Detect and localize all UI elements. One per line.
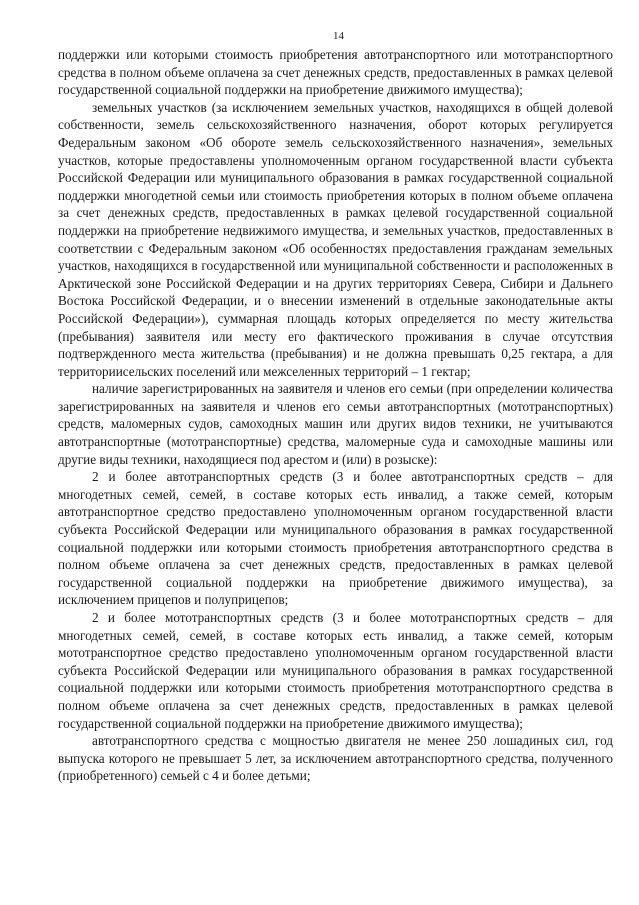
paragraph-engine-power: автотранспортного средства с мощностью двигателя не менее 250 лошадиных сил, год выпуска которого не превышает 5 лет, за исключением автотранспортного средства, полученного (приобретенного) семьей с 4 и более детьми;: [58, 733, 613, 784]
paragraph-registered-vehicles: наличие зарегистрированных на заявителя и членов его семьи (при определении количества зарегистрированных на заявителя и членов его семьи автотранспортных (мототранспортных) средств, маломерных судов, самоходных машин или других видов техники, не учитываются автотранспортные (мототранспортные) средства, маломерные суда и самоходные машины или другие виды техники, находящиеся под арестом и (или) в розыске):: [58, 381, 613, 467]
paragraph-vehicle-support-continued: поддержки или которыми стоимость приобретения автотранспортного или мототранспортного средства в полном объеме оплачена за счет денежных средств, предоставленных в рамках целевой государственной социальной поддержки на приобретение движимого имущества);: [58, 47, 613, 98]
paragraph-auto-vehicles-limit: 2 и более автотранспортных средств (3 и более автотранспортных средств – для многодетных семей, семей, в составе которых есть инвалид, а также семей, которым автотранспортное средство предоставлено уполномоченным органом государственной власти субъекта Российской Федерации или муниципального образования в рамках государственной социальной поддержки или которыми стоимость приобретения автотранспортного средства в полном объеме оплачена за счет денежных средств, предоставленных в рамках целевой государственной социальной поддержки на приобретение движимого имущества), за исключением прицепов и полуприцепов;: [58, 469, 613, 608]
paragraph-moto-vehicles-limit: 2 и более мототранспортных средств (3 и более мототранспортных средств – для многодетных семей, семей, в составе которых есть инвалид, а также семей, которым мототранспортное средство предоставлено уполномоченным органом государственной власти субъекта Российской Федерации или муниципального образования в рамках государственной социальной поддержки или которыми стоимость приобретения мототранспортного средства в полном объеме оплачена за счет денежных средств, предоставленных в рамках целевой государственной социальной поддержки на приобретение движимого имущества);: [58, 610, 613, 731]
paragraph-land-plots: земельных участков (за исключением земельных участков, находящихся в общей долевой собственности, земель сельскохозяйственного назначения, оборот которых регулируется Федеральным законом «Об обороте земель сельскохозяйственного назначения», земельных участков, которые предоставлены уполномоченным органом государственной власти субъекта Российской Федерации или муниципального образования в рамках государственной социальной поддержки многодетной семьи или стоимость приобретения которых в полном объеме оплачена за счет денежных средств, предоставленных в рамках целевой государственной социальной поддержки на приобретение недвижимого имущества, и земельных участков, предоставленных в соответствии с Федеральным законом «Об особенностях предоставления гражданам земельных участков, находящихся в государственной или муниципальной собственности и расположенных в Арктической зоне Российской Федерации и на других территориях Севера, Сибири и Дальнего Востока Российской Федерации, и о внесении изменений в отдельные законодательные акты Российской Федерации»), суммарная площадь которых определяется по месту жительства (пребывания) заявителя или месту его фактического проживания в случае отсутствия подтвержденного места жительства (пребывания) и не должна превышать 0,25 гектара, а для территориисельских поселений или межселенных территорий – 1 гектар;: [58, 99, 613, 379]
page-number: 14: [333, 30, 344, 42]
